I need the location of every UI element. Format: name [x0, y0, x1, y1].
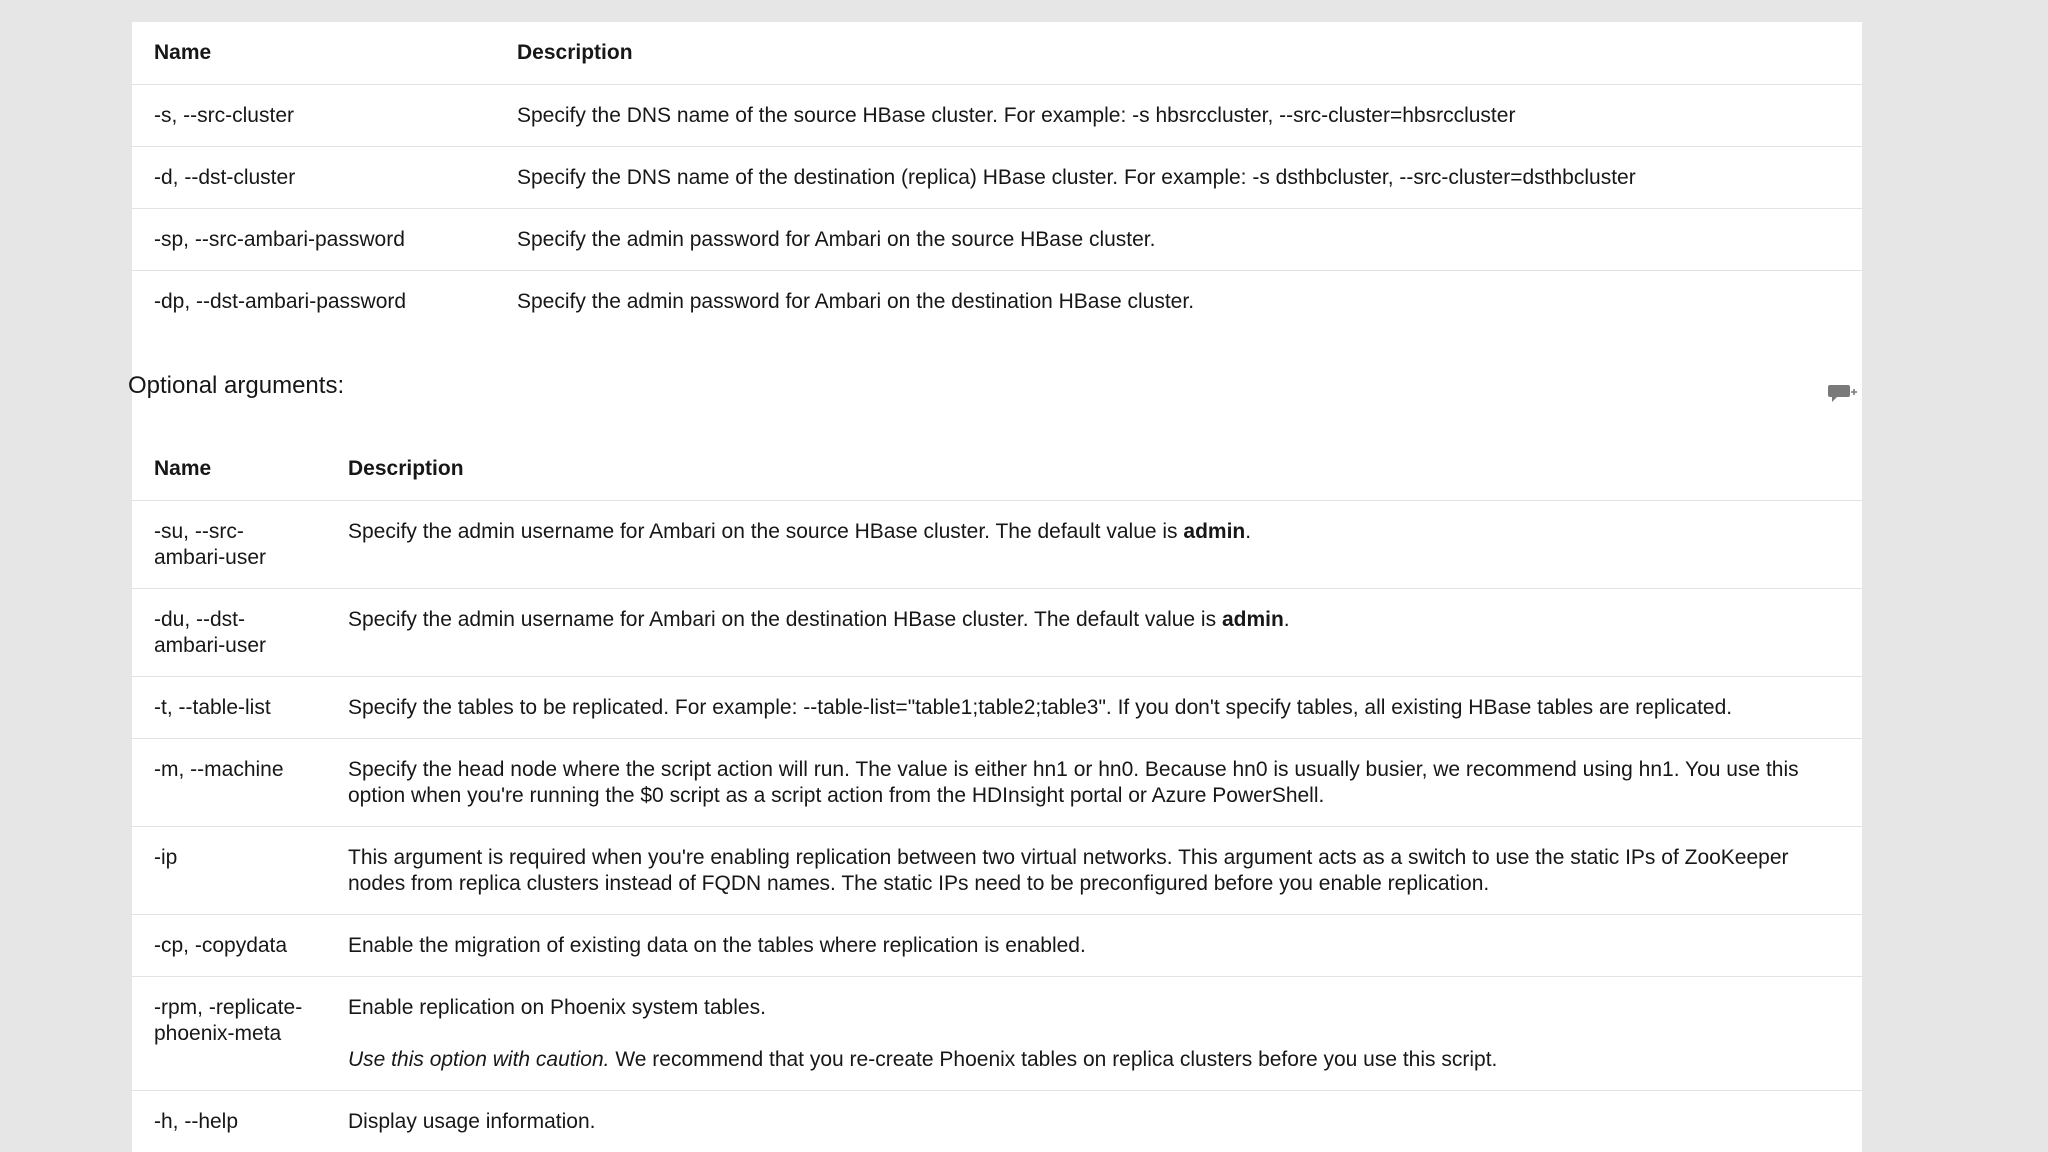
table-header-row	[132, 22, 1862, 84]
argument-description: Specify the DNS name of the destination (replica) HBase cluster. For example: -s dsthbcluster, --src-cluster=dsthbcluster	[495, 146, 1862, 208]
argument-description: This argument is required when you're enabling replication between two virtual networks. This argument acts as a switch to use the static IPs of ZooKeeper nodes from replica clusters instead of FQDN names. The static IPs need to be preconfigured before you enable replication.	[326, 826, 1862, 914]
argument-description: Display usage information.	[326, 1090, 1862, 1152]
argument-name: -d, --dst-cluster	[132, 146, 495, 208]
argument-name: -su, --src-ambari-user	[132, 500, 326, 588]
table-row	[132, 738, 1862, 826]
column-header-name: Name	[132, 438, 326, 500]
table-row	[132, 84, 1862, 146]
column-header-description: Description	[495, 22, 1862, 84]
table-row	[132, 914, 1862, 976]
argument-name: -rpm, -replicate-phoenix-meta	[132, 976, 326, 1090]
argument-description: Specify the tables to be replicated. For example: --table-list="table1;table2;table3". If you don't specify tables, all existing HBase tables are replicated.	[326, 676, 1862, 738]
default-value: admin	[1183, 519, 1246, 543]
argument-name: -du, --dst-ambari-user	[132, 588, 326, 676]
table-row	[132, 146, 1862, 208]
table-row	[132, 676, 1862, 738]
table-header-row	[132, 438, 1862, 500]
table-row	[132, 826, 1862, 914]
description-text: Specify the admin username for Ambari on the destination HBase cluster. The default value is	[348, 607, 1222, 631]
caution-text: We recommend that you re-create Phoenix tables on replica clusters before you use this script.	[609, 1047, 1498, 1071]
argument-name: -ip	[132, 826, 326, 914]
description-end: .	[1283, 607, 1290, 631]
argument-name: -s, --src-cluster	[132, 84, 495, 146]
required-arguments-table	[132, 22, 1862, 332]
argument-name: -t, --table-list	[132, 676, 326, 738]
argument-description: Specify the admin password for Ambari on the source HBase cluster.	[495, 208, 1862, 270]
caution-emphasis: Use this option with caution.	[348, 1047, 610, 1071]
argument-name: -dp, --dst-ambari-password	[154, 289, 407, 313]
caution-note	[348, 1047, 1840, 1073]
argument-description: Specify the head node where the script action will run. The value is either hn1 or hn0. Because hn0 is usually busier, we recommend using hn1. You use this option when you're running the $0 script as a script action from the HDInsight portal or Azure PowerShell.	[326, 738, 1862, 826]
argument-description: Specify the admin password for Ambari on the destination HBase cluster.	[517, 289, 1195, 313]
argument-name: -h, --help	[132, 1090, 326, 1152]
argument-name: -cp, -copydata	[132, 914, 326, 976]
argument-description: Specify the DNS name of the source HBase cluster. For example: -s hbsrccluster, --src-cluster=hbsrccluster	[495, 84, 1862, 146]
argument-name: -m, --machine	[132, 738, 326, 826]
column-header-description: Description	[326, 438, 1862, 500]
argument-description: Enable the migration of existing data on the tables where replication is enabled.	[326, 914, 1862, 976]
table-row	[132, 588, 1862, 676]
description-text: Enable replication on Phoenix system tables.	[348, 995, 766, 1019]
optional-arguments-table	[132, 438, 1862, 1152]
description-text: Specify the admin username for Ambari on the source HBase cluster. The default value is	[348, 519, 1184, 543]
table-row	[132, 270, 1862, 332]
argument-description	[326, 588, 1862, 676]
optional-arguments-section	[128, 332, 1862, 438]
argument-name: -sp, --src-ambari-password	[132, 208, 495, 270]
table-row	[132, 976, 1862, 1090]
column-header-name: Name	[132, 22, 495, 84]
table-row	[132, 500, 1862, 588]
default-value: admin	[1221, 607, 1284, 631]
argument-description	[326, 500, 1862, 588]
table-row	[132, 1090, 1862, 1152]
comment-plus-icon[interactable]	[1828, 382, 1858, 404]
table-row	[132, 208, 1862, 270]
section-title: Optional arguments:	[128, 372, 345, 399]
argument-description	[326, 976, 1862, 1090]
description-end: .	[1245, 519, 1252, 543]
documentation-page	[128, 22, 1862, 1152]
